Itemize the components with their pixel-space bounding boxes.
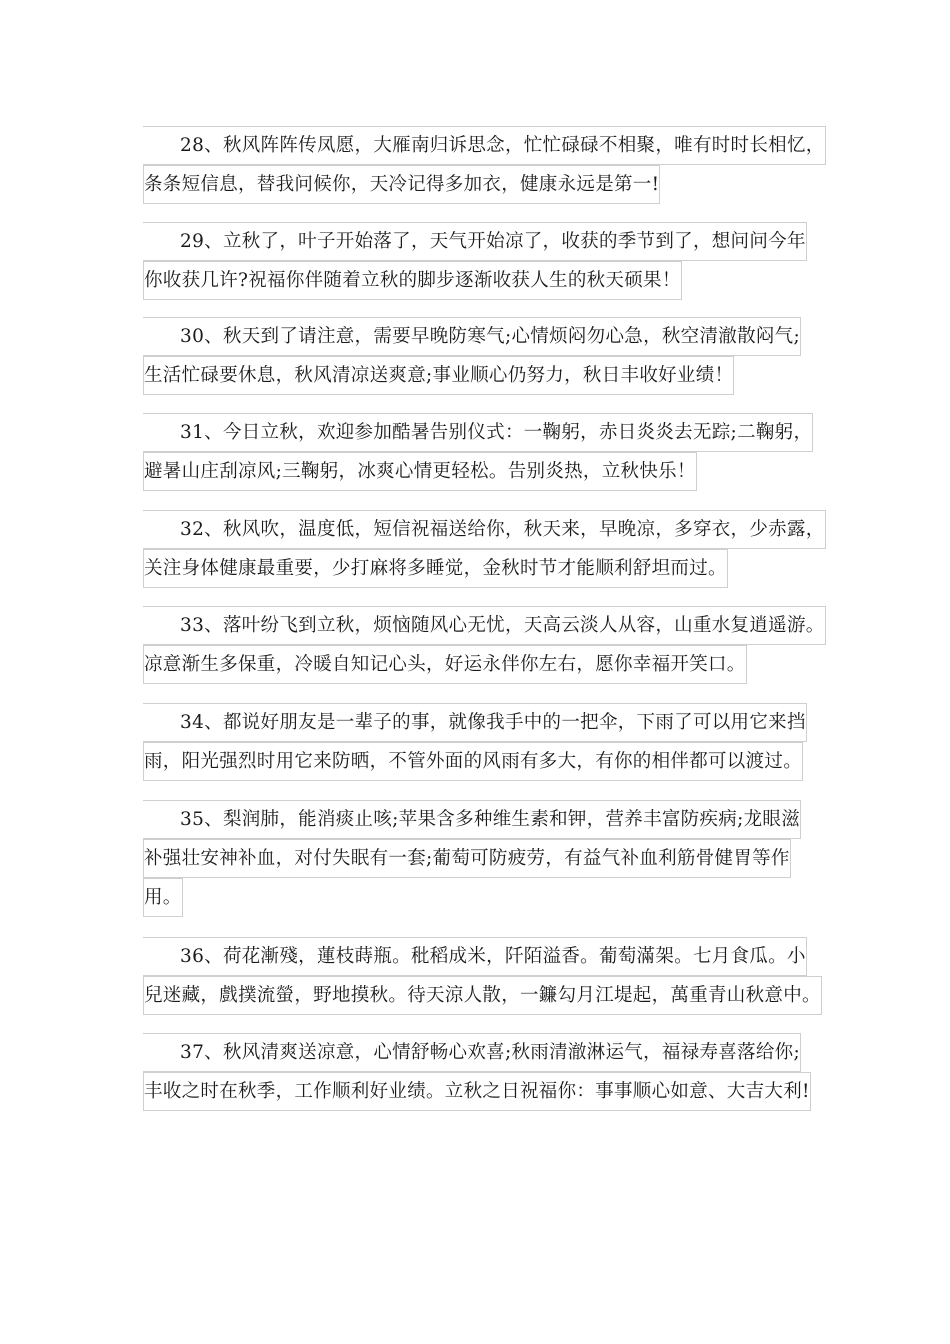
- paragraph-line: 29、立秋了，叶子开始落了，天气开始凉了，收获的季节到了，想问问今年: [143, 222, 807, 261]
- paragraph-line: 用。: [143, 878, 183, 917]
- paragraph-32: [143, 510, 825, 588]
- paragraph-line: 条条短信息，替我问候你，天冷记得多加衣，健康永远是第一!: [143, 165, 660, 204]
- paragraph-line: 36、荷花漸殘，蓮枝蒔瓶。秕稻成米，阡陌溢香。葡萄滿架。七月食瓜。小: [143, 937, 807, 976]
- paragraph-line: 31、今日立秋，欢迎参加酷暑告别仪式：一鞠躬，赤日炎炎去无踪;二鞠躬，: [143, 413, 813, 452]
- paragraph-line: 30、秋天到了请注意，需要早晚防寒气;心情烦闷勿心急，秋空清澈散闷气;: [143, 317, 801, 356]
- paragraph-line: 生活忙碌要休息，秋风清凉送爽意;事业顺心仍努力，秋日丰收好业绩！: [143, 356, 734, 395]
- paragraph-29: [143, 222, 807, 300]
- paragraph-line: 33、落叶纷飞到立秋，烦恼随风心无忧，天高云淡人从容，山重水复逍遥游。: [143, 606, 826, 645]
- paragraph-line: 避暑山庄刮凉风;三鞠躬，冰爽心情更轻松。告别炎热，立秋快乐！: [143, 452, 697, 491]
- paragraph-line: 丰收之时在秋季，工作顺利好业绩。立秋之日祝福你：事事顺心如意、大吉大利!: [143, 1072, 811, 1111]
- paragraph-line: 28、秋风阵阵传凤愿，大雁南归诉思念，忙忙碌碌不相聚，唯有时时长相忆，: [143, 126, 826, 165]
- paragraph-line: 32、秋风吹，温度低，短信祝福送给你，秋天来，早晚凉，多穿衣，少赤露，: [143, 510, 826, 549]
- paragraph-30: [143, 317, 807, 395]
- paragraph-line: 补强壮安神补血，对付失眠有一套;葡萄可防疲劳，有益气补血利筋骨健胃等作: [143, 839, 791, 878]
- paragraph-line: 35、梨润肺，能消痰止咳;苹果含多种维生素和钾，营养丰富防疾病;龙眼滋: [143, 800, 801, 839]
- paragraph-37: [143, 1033, 810, 1111]
- paragraph-35: [143, 800, 807, 917]
- paragraph-33: [143, 606, 825, 684]
- paragraph-line: 兒迷藏，戲撲流螢，野地摸秋。待天涼人散，一鐮勾月江堤起，萬重青山秋意中。: [143, 976, 822, 1015]
- paragraph-line: 你收获几许?祝福你伴随着立秋的脚步逐渐收获人生的秋天硕果！: [143, 261, 682, 300]
- paragraph-line: 雨，阳光强烈时用它来防晒，不管外面的风雨有多大，有你的相伴都可以渡过。: [143, 742, 803, 781]
- paragraph-line: 34、都说好朋友是一辈子的事，就像我手中的一把伞，下雨了可以用它来挡: [143, 703, 807, 742]
- paragraph-line: 37、秋风清爽送凉意，心情舒畅心欢喜;秋雨清澈淋运气，福禄寿喜落给你;: [143, 1033, 801, 1072]
- paragraph-31: [143, 413, 813, 491]
- paragraph-36: [143, 937, 821, 1015]
- paragraph-28: [143, 126, 825, 204]
- paragraph-34: [143, 703, 807, 781]
- paragraph-line: 关注身体健康最重要，少打麻将多睡觉，金秋时节才能顺利舒坦而过。: [143, 549, 728, 588]
- paragraph-line: 凉意渐生多保重，冷暖自知记心头，好运永伴你左右，愿你幸福开笑口。: [143, 645, 747, 684]
